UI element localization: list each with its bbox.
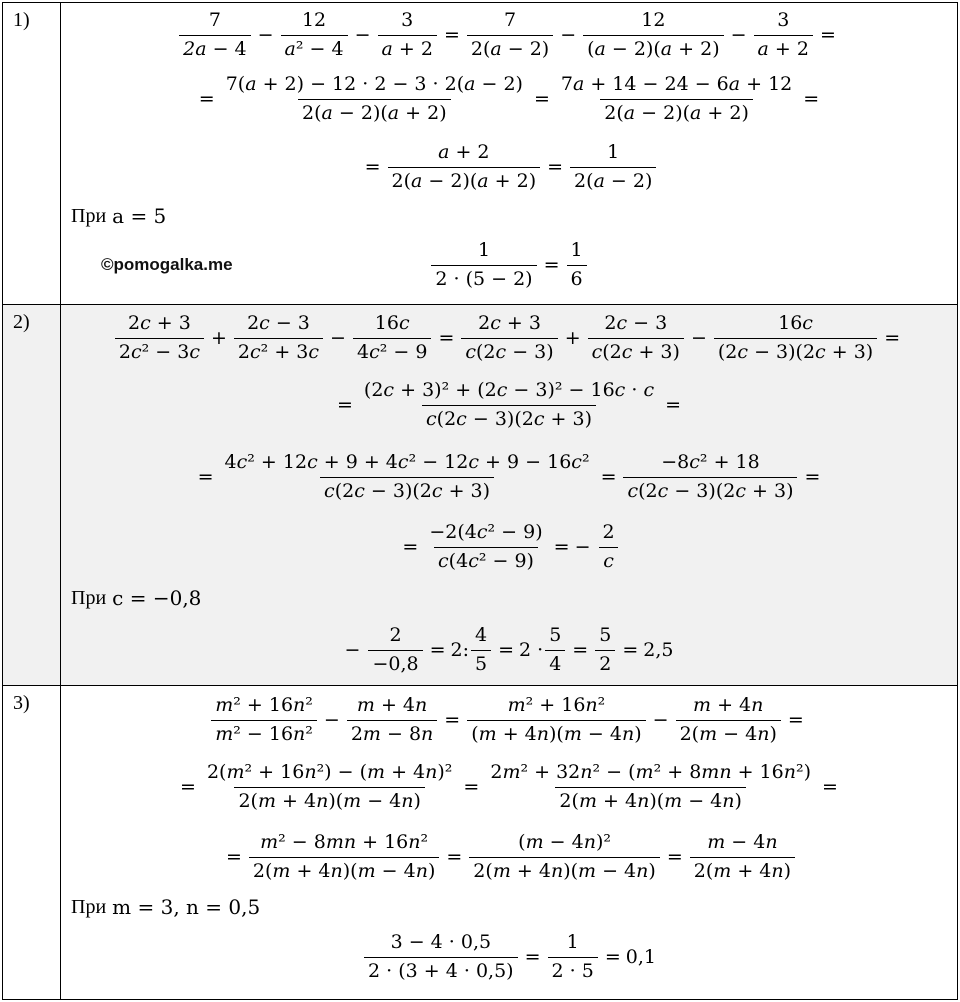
formula-line: $\frac{7}{2a - 4}$ − $\frac{12}{\text{a² − 4}}$ − $\frac{3}{a + 2}$ = $\frac{7}{2(a - 2)}$ − $\frac{12}{(a - 2)(a + 2)}$ − $\frac{3}{a + 2}$ = bbox=[61, 5, 957, 65]
given-value bbox=[61, 581, 957, 615]
problem-number: 3) bbox=[3, 686, 61, 1000]
problem-row-1 bbox=[3, 3, 958, 305]
problem-work bbox=[61, 305, 958, 686]
result-line: $\frac{1}{2 \cdot (5 - 2)}$ = $\frac{1}{6}$ bbox=[61, 231, 957, 299]
problem-number: 2) bbox=[3, 305, 61, 686]
watermark-text: ©pomogalka.me bbox=[101, 255, 233, 274]
problem-work bbox=[61, 3, 958, 305]
formula-line: = $\frac{\text{2(m² + 16n²) − (m + 4n)²}}{2(m + 4n)(m - 4n)}$ = $\frac{\text{2m² + 32n² − (m² + 8mn + 16n²)}}{2(m + 4n)(m - 4n)}$ = bbox=[180, 760, 838, 812]
problem-number: 1) bbox=[3, 3, 61, 305]
formula-line: = $\frac{7(a + 2) - 12 \cdot 2 - 3 \cdot 2(a - 2)}{2(a - 2)(a + 2)}$ = $\frac{7a + 14 - 24 - 6a + 12}{2(a - 2)(a + 2)}$ = bbox=[198, 72, 820, 124]
result-line: $\frac{3 - 4 \cdot 0,5}{2 \cdot (3 + 4 \cdot 0,5)}$ = $\frac{1}{2 \cdot 5}$ = 0,1 bbox=[61, 922, 957, 992]
given-value bbox=[61, 892, 957, 922]
given-expr: c = −0,8 bbox=[112, 586, 202, 610]
given-expr: a = 5 bbox=[112, 204, 167, 228]
formula-line: = $\frac{\text{−2(4c² − 9)}}{\text{c(4c² − 9)}}$ = − $\frac{2}{c}$ bbox=[61, 513, 957, 581]
formula-line: = $\frac{a + 2}{2(a - 2)(a + 2)}$ = $\frac{1}{2(a - 2)}$ bbox=[61, 133, 957, 201]
formula-line: = $\frac{\text{m² − 8mn + 16n²}}{2(m + 4n)(m - 4n)}$ = $\frac{\text{(m − 4n)²}}{2(m + 4n)(m - 4n)}$ = $\frac{m - 4n}{2(m + 4n)}$ bbox=[61, 822, 957, 892]
formula-line: $\frac{\text{m² + 16n²}}{\text{m² − 16n²}}$ − $\frac{m + 4n}{2m - 8n}$ = $\frac{\text{m² + 16n²}}{(m + 4n)(m - 4n)}$ − $\frac{m + 4n}{2(m - 4n)}$ = bbox=[61, 688, 957, 752]
formula-line: = $\frac{\text{(2c + 3)² + (2c − 3)² − 16c · c}}{c(2c - 3)(2c + 3)}$ = bbox=[336, 378, 682, 430]
result-line: − $\frac{2}{-0,8}$ = 2: $\frac{4}{5}$ = 2 · $\frac{5}{4}$ = $\frac{5}{2}$ = 2,5 bbox=[344, 623, 674, 675]
problem-row-3 bbox=[3, 686, 958, 1000]
formula-line: $\frac{2c + 3}{\text{2c² − 3c}}$ + $\frac{2c - 3}{\text{2c² + 3c}}$ − $\frac{16c}{\text{4c² − 9}}$ = $\frac{2c + 3}{c(2c - 3)}$ + $\frac{2c - 3}{c(2c + 3)}$ − $\frac{16c}{(2c - 3)(2c + 3)}$ = bbox=[61, 307, 957, 369]
formula-line: = $\frac{\text{4c² + 12c + 9 + 4c² − 12c + 9 − 16c²}}{c(2c - 3)(2c + 3)}$ = $\frac{\text{−8c² + 18}}{c(2c - 3)(2c + 3)}$ = bbox=[197, 450, 821, 502]
given-word: При bbox=[71, 204, 107, 227]
given-value bbox=[61, 201, 957, 231]
problem-work bbox=[61, 686, 958, 1000]
given-word: При bbox=[71, 895, 107, 918]
given-expr: m = 3, n = 0,5 bbox=[112, 895, 261, 919]
given-word: При bbox=[71, 586, 107, 609]
solutions-table bbox=[2, 2, 958, 1000]
problem-row-2 bbox=[3, 305, 958, 686]
